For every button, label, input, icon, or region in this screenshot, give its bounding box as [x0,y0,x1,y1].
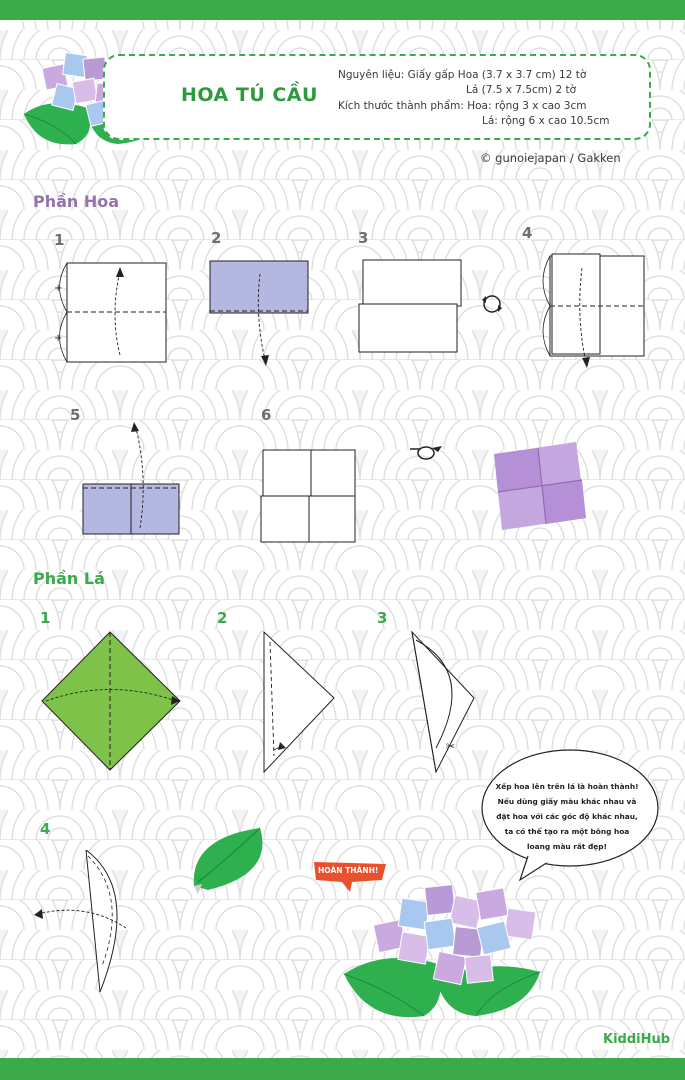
flower-step-2-diagram [205,256,315,368]
brand-logo: KiddiHub [603,1032,671,1047]
leaf-step-number-3: 3 [377,609,388,627]
top-bar [0,0,685,20]
section-title-flower: Phần Hoa [33,192,120,211]
material-line-2: Lá (7.5 x 7.5cm) 2 tờ [466,84,576,96]
flower-step-number-4: 4 [522,224,533,242]
leaf-step-number-1: 1 [40,609,51,627]
flower-step-number-2: 2 [211,229,222,247]
leaf-finished-illustration [186,824,272,896]
flower-step-6-diagram [255,444,365,548]
section-title-leaf: Phần Lá [33,569,105,588]
svg-text:✂: ✂ [446,740,456,753]
material-line-1: Nguyên liệu: Giấy gấp Hoa (3.7 x 3.7 cm) 12 tờ [338,69,587,81]
credit-text: © gunoiejapan / Gakken [480,151,621,165]
flower-step-number-1: 1 [54,231,65,249]
leaf-step-4-diagram [30,846,140,996]
size-line-2: Lá: rộng 6 x cao 10.5cm [482,115,610,127]
flower-step-number-6: 6 [261,406,272,424]
leaf-step-1-diagram [38,628,184,774]
flower-step-number-5: 5 [70,406,81,424]
bubble-text: Xếp hoa lên trên lá là hoàn thành! Nếu dùng giấy màu khác nhau và đặt hoa với các góc độ khác nhau, ta có thể tạo ra một bông hoa loang màu rất đẹp! [495,782,639,851]
leaf-step-number-2: 2 [217,609,228,627]
leaf-step-3-diagram [406,628,480,776]
flower-finished-paper [486,436,592,536]
flower-step-3-diagram [355,256,520,360]
flower-step-4-diagram [532,248,647,370]
svg-text:+: + [54,283,63,294]
leaf-step-2-diagram [258,628,338,776]
finished-badge-text: HOÀN THÀNH! [318,866,379,875]
bottom-bar [0,1058,685,1080]
finished-hydrangea-illustration [340,878,560,1026]
flower-step-1-diagram [50,255,175,367]
flower-step-5-diagram [78,418,188,540]
flower-step-number-3: 3 [358,229,369,247]
size-line-1: Kích thước thành phẩm: Hoa: rộng 3 x cao 3cm [338,100,587,112]
flip-over-icon [406,440,446,466]
page-title: HOA TÚ CẦU [181,84,318,106]
svg-text:+: + [54,333,63,344]
leaf-step-number-4: 4 [40,820,51,838]
